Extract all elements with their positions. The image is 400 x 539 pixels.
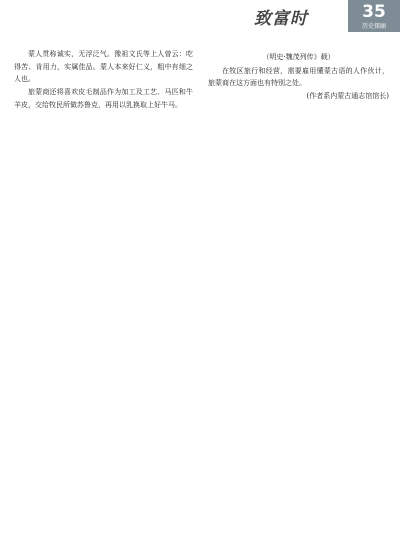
article-column-left [14,48,193,529]
page-header [0,0,400,30]
section-subhead: （明史·魏茂列传》载） [262,53,335,61]
page-number: 35 [362,2,386,22]
magazine-masthead: 致富时 [254,9,308,29]
section-label: 历史探幽 [361,23,386,30]
article-column-right [208,48,389,529]
article-paragraph: 在牧区旅行和经营，需要雇用懂蒙古语的人作伙计，旅蒙商在这方面也有特别之处。 [208,66,389,88]
author-credit: (作者系内蒙古通志馆馆长) [306,92,389,101]
article-paragraph: 旅蒙商还将喜欢皮毛制品作为加工及工艺、马匹和牛羊皮，交给牧民所做苏鲁克，再用以乳换取上好牛马。 [14,88,193,109]
page-number-badge [348,0,400,32]
article-paragraph: 蒙人贯称诚实，无浮泛气。豫祖文氏等上人曾云：吃得苦、肯用力，实属佳品。蒙人本来好仁义，粗中有细之人也。 [14,50,193,84]
